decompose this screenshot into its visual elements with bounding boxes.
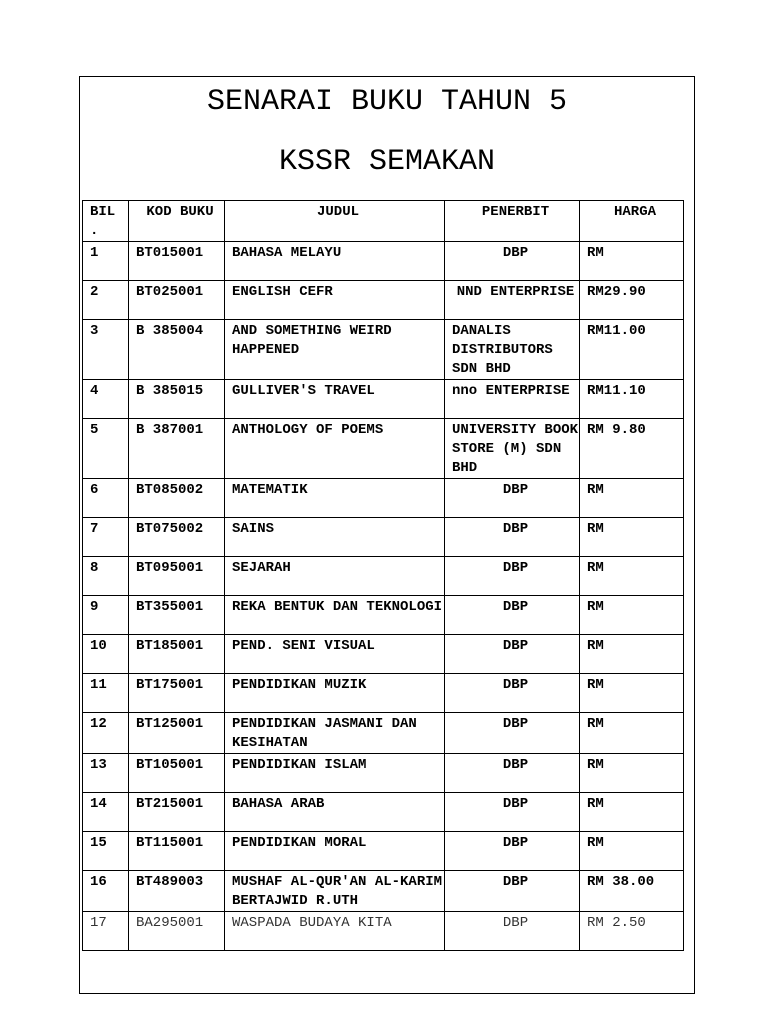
page-title: SENARAI BUKU TAHUN 5 <box>206 85 568 119</box>
cell-harga: RM <box>580 674 684 713</box>
table-row <box>83 793 684 832</box>
cell-harga: RM <box>580 479 684 518</box>
cell-penerbit: DBP <box>445 912 580 951</box>
book-list-table <box>82 200 684 951</box>
cell-bil: 17 <box>83 912 129 951</box>
cell-judul: PENDIDIKAN JASMANI DAN KESIHATAN <box>225 713 445 754</box>
cell-penerbit: DBP <box>445 596 580 635</box>
cell-kod-buku: BT355001 <box>129 596 225 635</box>
cell-bil: 15 <box>83 832 129 871</box>
cell-judul: PEND. SENI VISUAL <box>225 635 445 674</box>
cell-kod-buku: BT075002 <box>129 518 225 557</box>
cell-judul: ENGLISH CEFR <box>225 281 445 320</box>
table-row <box>83 635 684 674</box>
cell-judul: BAHASA MELAYU <box>225 242 445 281</box>
table-row <box>83 713 684 754</box>
cell-bil: 4 <box>83 380 129 419</box>
cell-kod-buku: BT185001 <box>129 635 225 674</box>
cell-kod-buku: B 385004 <box>129 320 225 380</box>
cell-bil: 12 <box>83 713 129 754</box>
cell-judul: WASPADA BUDAYA KITA <box>225 912 445 951</box>
cell-judul: MUSHAF AL-QUR'AN AL-KARIM BERTAJWID R.UTH <box>225 871 445 912</box>
table-row <box>83 674 684 713</box>
cell-judul: BAHASA ARAB <box>225 793 445 832</box>
cell-penerbit: DBP <box>445 479 580 518</box>
header-harga: HARGA <box>580 201 684 242</box>
cell-bil: 1 <box>83 242 129 281</box>
cell-kod-buku: BT095001 <box>129 557 225 596</box>
table-row <box>83 380 684 419</box>
cell-harga: RM 38.00 <box>580 871 684 912</box>
cell-harga: RM11.00 <box>580 320 684 380</box>
table-row <box>83 596 684 635</box>
cell-bil: 9 <box>83 596 129 635</box>
cell-judul: AND SOMETHING WEIRD HAPPENED <box>225 320 445 380</box>
cell-bil: 10 <box>83 635 129 674</box>
cell-penerbit: DBP <box>445 832 580 871</box>
header-kod-buku: KOD BUKU <box>129 201 225 242</box>
cell-judul: PENDIDIKAN MORAL <box>225 832 445 871</box>
cell-bil: 8 <box>83 557 129 596</box>
cell-harga: RM <box>580 754 684 793</box>
table-row <box>83 419 684 479</box>
cell-penerbit: DBP <box>445 674 580 713</box>
header-judul: JUDUL <box>225 201 445 242</box>
cell-bil: 11 <box>83 674 129 713</box>
table-row <box>83 557 684 596</box>
cell-kod-buku: BT125001 <box>129 713 225 754</box>
cell-bil: 16 <box>83 871 129 912</box>
cell-harga: RM <box>580 635 684 674</box>
cell-penerbit: DBP <box>445 793 580 832</box>
table-row <box>83 242 684 281</box>
header-penerbit: PENERBIT <box>445 201 580 242</box>
cell-bil: 13 <box>83 754 129 793</box>
table-row <box>83 281 684 320</box>
cell-penerbit: nno ENTERPRISE <box>445 380 580 419</box>
cell-penerbit: DBP <box>445 713 580 754</box>
cell-penerbit: UNIVERSITY BOOK STORE (M) SDN BHD <box>445 419 580 479</box>
cell-bil: 6 <box>83 479 129 518</box>
cell-harga: RM <box>580 242 684 281</box>
cell-penerbit: DBP <box>445 518 580 557</box>
cell-judul: PENDIDIKAN MUZIK <box>225 674 445 713</box>
table-header-row <box>83 201 684 242</box>
cell-judul: SEJARAH <box>225 557 445 596</box>
cell-penerbit: DANALIS DISTRIBUTORS SDN BHD <box>445 320 580 380</box>
cell-harga: RM <box>580 557 684 596</box>
cell-harga: RM 9.80 <box>580 419 684 479</box>
cell-judul: ANTHOLOGY OF POEMS <box>225 419 445 479</box>
cell-penerbit: NND ENTERPRISE <box>445 281 580 320</box>
page-subtitle: KSSR SEMAKAN <box>278 145 496 179</box>
table-row <box>83 912 684 951</box>
cell-penerbit: DBP <box>445 871 580 912</box>
table-row <box>83 832 684 871</box>
cell-harga: RM <box>580 793 684 832</box>
cell-penerbit: DBP <box>445 635 580 674</box>
cell-bil: 3 <box>83 320 129 380</box>
cell-penerbit: DBP <box>445 242 580 281</box>
cell-kod-buku: B 385015 <box>129 380 225 419</box>
cell-kod-buku: BT215001 <box>129 793 225 832</box>
cell-judul: GULLIVER'S TRAVEL <box>225 380 445 419</box>
table-row <box>83 518 684 557</box>
cell-kod-buku: B 387001 <box>129 419 225 479</box>
cell-penerbit: DBP <box>445 557 580 596</box>
cell-kod-buku: BT175001 <box>129 674 225 713</box>
table-row <box>83 479 684 518</box>
cell-bil: 14 <box>83 793 129 832</box>
cell-judul: SAINS <box>225 518 445 557</box>
cell-penerbit: DBP <box>445 754 580 793</box>
cell-harga: RM <box>580 518 684 557</box>
cell-harga: RM <box>580 713 684 754</box>
cell-kod-buku: BA295001 <box>129 912 225 951</box>
cell-kod-buku: BT015001 <box>129 242 225 281</box>
cell-bil: 5 <box>83 419 129 479</box>
table-body <box>83 242 684 951</box>
cell-harga: RM <box>580 832 684 871</box>
cell-bil: 2 <box>83 281 129 320</box>
cell-kod-buku: BT025001 <box>129 281 225 320</box>
cell-kod-buku: BT489003 <box>129 871 225 912</box>
cell-harga: RM29.90 <box>580 281 684 320</box>
header-bil: BIL . <box>83 201 129 242</box>
cell-harga: RM 2.50 <box>580 912 684 951</box>
table-row <box>83 871 684 912</box>
cell-kod-buku: BT105001 <box>129 754 225 793</box>
cell-bil: 7 <box>83 518 129 557</box>
cell-judul: MATEMATIK <box>225 479 445 518</box>
cell-harga: RM <box>580 596 684 635</box>
cell-harga: RM11.10 <box>580 380 684 419</box>
cell-kod-buku: BT115001 <box>129 832 225 871</box>
cell-kod-buku: BT085002 <box>129 479 225 518</box>
table-row <box>83 320 684 380</box>
table-row <box>83 754 684 793</box>
cell-judul: REKA BENTUK DAN TEKNOLOGI <box>225 596 445 635</box>
cell-judul: PENDIDIKAN ISLAM <box>225 754 445 793</box>
